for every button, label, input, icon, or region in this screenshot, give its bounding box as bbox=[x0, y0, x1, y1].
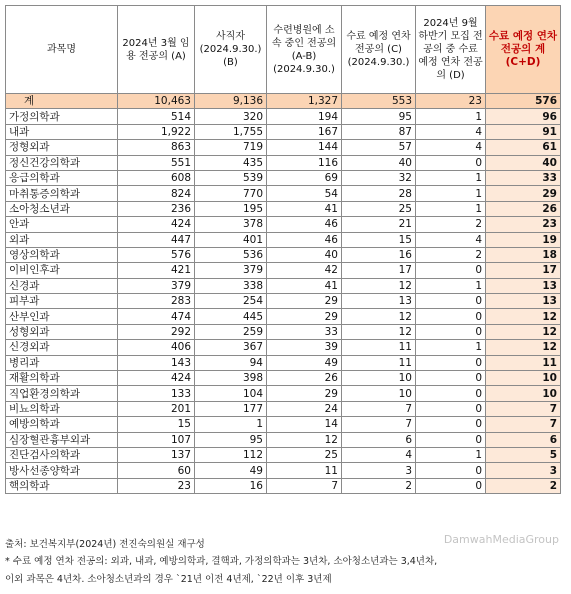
value-cell: 3 bbox=[342, 463, 416, 478]
footnote-line: * 수료 예정 연차 전공의: 외과, 내과, 예방의학과, 결핵과, 가정의학과는 3년차, 소아청소년과는 3,4년차, bbox=[5, 556, 438, 567]
subject-cell: 직업환경의학과 bbox=[6, 386, 118, 401]
value-cell: 0 bbox=[416, 263, 486, 278]
total-completion-cell: 61 bbox=[486, 140, 561, 155]
value-cell: 29 bbox=[267, 386, 342, 401]
value-cell: 14 bbox=[267, 417, 342, 432]
value-cell: 283 bbox=[118, 294, 195, 309]
value-cell: 95 bbox=[342, 109, 416, 124]
total-completion-cell: 10 bbox=[486, 371, 561, 386]
value-cell: 4 bbox=[416, 140, 486, 155]
value-cell: 15 bbox=[118, 417, 195, 432]
value-cell: 7 bbox=[342, 401, 416, 416]
value-cell: 1 bbox=[416, 170, 486, 185]
value-cell: 514 bbox=[118, 109, 195, 124]
value-cell: 46 bbox=[267, 232, 342, 247]
value-cell: 0 bbox=[416, 324, 486, 339]
value-cell: 39 bbox=[267, 340, 342, 355]
value-cell: 13 bbox=[342, 294, 416, 309]
value-cell: 536 bbox=[195, 247, 267, 262]
value-cell: 42 bbox=[267, 263, 342, 278]
table-row bbox=[6, 263, 561, 278]
subject-cell: 안과 bbox=[6, 217, 118, 232]
column-header: 2024년 3월 임용 전공의 (A) bbox=[118, 6, 195, 94]
value-cell: 201 bbox=[118, 401, 195, 416]
total-completion-cell: 2 bbox=[486, 478, 561, 493]
value-cell: 40 bbox=[342, 155, 416, 170]
table-row bbox=[6, 140, 561, 155]
value-cell: 1,755 bbox=[195, 124, 267, 139]
table-row bbox=[6, 247, 561, 262]
table-row bbox=[6, 309, 561, 324]
value-cell: 32 bbox=[342, 170, 416, 185]
value-cell: 11 bbox=[267, 463, 342, 478]
subject-cell: 응급의학과 bbox=[6, 170, 118, 185]
table-row bbox=[6, 217, 561, 232]
table-row bbox=[6, 417, 561, 432]
value-cell: 424 bbox=[118, 217, 195, 232]
subject-cell: 마취통증의학과 bbox=[6, 186, 118, 201]
value-cell: 0 bbox=[416, 294, 486, 309]
value-cell: 23 bbox=[118, 478, 195, 493]
value-cell: 143 bbox=[118, 355, 195, 370]
total-completion-cell: 33 bbox=[486, 170, 561, 185]
value-cell: 167 bbox=[267, 124, 342, 139]
subject-cell: 피부과 bbox=[6, 294, 118, 309]
value-cell: 49 bbox=[195, 463, 267, 478]
value-cell: 0 bbox=[416, 417, 486, 432]
value-cell: 23 bbox=[416, 94, 486, 109]
value-cell: 41 bbox=[267, 278, 342, 293]
value-cell: 254 bbox=[195, 294, 267, 309]
value-cell: 378 bbox=[195, 217, 267, 232]
value-cell: 4 bbox=[416, 232, 486, 247]
subject-cell: 방사선종양학과 bbox=[6, 463, 118, 478]
table-row bbox=[6, 478, 561, 493]
value-cell: 15 bbox=[342, 232, 416, 247]
subject-cell: 성형외과 bbox=[6, 324, 118, 339]
table-row bbox=[6, 386, 561, 401]
value-cell: 863 bbox=[118, 140, 195, 155]
value-cell: 0 bbox=[416, 155, 486, 170]
value-cell: 10 bbox=[342, 386, 416, 401]
subject-cell: 영상의학과 bbox=[6, 247, 118, 262]
value-cell: 379 bbox=[195, 263, 267, 278]
table-row bbox=[6, 232, 561, 247]
subject-cell: 핵의학과 bbox=[6, 478, 118, 493]
value-cell: 28 bbox=[342, 186, 416, 201]
value-cell: 11 bbox=[342, 340, 416, 355]
value-cell: 0 bbox=[416, 463, 486, 478]
subject-cell: 산부인과 bbox=[6, 309, 118, 324]
value-cell: 1 bbox=[416, 340, 486, 355]
value-cell: 26 bbox=[267, 371, 342, 386]
value-cell: 719 bbox=[195, 140, 267, 155]
total-completion-cell: 13 bbox=[486, 294, 561, 309]
value-cell: 1 bbox=[416, 201, 486, 216]
value-cell: 551 bbox=[118, 155, 195, 170]
value-cell: 16 bbox=[195, 478, 267, 493]
table-row bbox=[6, 324, 561, 339]
value-cell: 10,463 bbox=[118, 94, 195, 109]
value-cell: 87 bbox=[342, 124, 416, 139]
total-completion-cell: 23 bbox=[486, 217, 561, 232]
value-cell: 0 bbox=[416, 432, 486, 447]
total-completion-cell: 10 bbox=[486, 386, 561, 401]
value-cell: 0 bbox=[416, 371, 486, 386]
table-row bbox=[6, 124, 561, 139]
value-cell: 25 bbox=[342, 201, 416, 216]
value-cell: 144 bbox=[267, 140, 342, 155]
value-cell: 16 bbox=[342, 247, 416, 262]
value-cell: 2 bbox=[342, 478, 416, 493]
total-completion-cell: 19 bbox=[486, 232, 561, 247]
value-cell: 1 bbox=[416, 109, 486, 124]
total-completion-cell: 12 bbox=[486, 324, 561, 339]
watermark: DamwahMediaGroup bbox=[443, 533, 559, 546]
total-completion-cell: 29 bbox=[486, 186, 561, 201]
table-row bbox=[6, 109, 561, 124]
value-cell: 1 bbox=[416, 186, 486, 201]
value-cell: 94 bbox=[195, 355, 267, 370]
total-completion-cell: 17 bbox=[486, 263, 561, 278]
value-cell: 4 bbox=[416, 124, 486, 139]
value-cell: 576 bbox=[118, 247, 195, 262]
column-header: 수료 예정 연차 전공의 계 (C+D) bbox=[486, 6, 561, 94]
subject-cell: 재활의학과 bbox=[6, 371, 118, 386]
value-cell: 40 bbox=[267, 247, 342, 262]
value-cell: 112 bbox=[195, 447, 267, 462]
value-cell: 608 bbox=[118, 170, 195, 185]
value-cell: 57 bbox=[342, 140, 416, 155]
table-row bbox=[6, 186, 561, 201]
value-cell: 0 bbox=[416, 309, 486, 324]
value-cell: 292 bbox=[118, 324, 195, 339]
value-cell: 7 bbox=[342, 417, 416, 432]
table-row bbox=[6, 294, 561, 309]
value-cell: 1 bbox=[416, 447, 486, 462]
table-row bbox=[6, 170, 561, 185]
table-row bbox=[6, 155, 561, 170]
value-cell: 177 bbox=[195, 401, 267, 416]
column-header: 수련병원에 소속 중인 전공의 (A-B) (2024.9.30.) bbox=[267, 6, 342, 94]
value-cell: 17 bbox=[342, 263, 416, 278]
value-cell: 33 bbox=[267, 324, 342, 339]
total-completion-cell: 18 bbox=[486, 247, 561, 262]
value-cell: 0 bbox=[416, 478, 486, 493]
subject-cell: 진단검사의학과 bbox=[6, 447, 118, 462]
residents-table bbox=[5, 5, 561, 494]
total-completion-cell: 26 bbox=[486, 201, 561, 216]
value-cell: 770 bbox=[195, 186, 267, 201]
subject-cell: 소아청소년과 bbox=[6, 201, 118, 216]
value-cell: 1,922 bbox=[118, 124, 195, 139]
value-cell: 104 bbox=[195, 386, 267, 401]
value-cell: 320 bbox=[195, 109, 267, 124]
total-completion-cell: 40 bbox=[486, 155, 561, 170]
total-completion-cell: 5 bbox=[486, 447, 561, 462]
value-cell: 2 bbox=[416, 217, 486, 232]
total-completion-cell: 91 bbox=[486, 124, 561, 139]
total-completion-cell: 6 bbox=[486, 432, 561, 447]
subject-cell: 비뇨의학과 bbox=[6, 401, 118, 416]
value-cell: 401 bbox=[195, 232, 267, 247]
value-cell: 95 bbox=[195, 432, 267, 447]
value-cell: 11 bbox=[342, 355, 416, 370]
value-cell: 25 bbox=[267, 447, 342, 462]
subject-cell: 병리과 bbox=[6, 355, 118, 370]
total-completion-cell: 12 bbox=[486, 340, 561, 355]
value-cell: 539 bbox=[195, 170, 267, 185]
value-cell: 21 bbox=[342, 217, 416, 232]
value-cell: 236 bbox=[118, 201, 195, 216]
table-row bbox=[6, 401, 561, 416]
value-cell: 46 bbox=[267, 217, 342, 232]
value-cell: 194 bbox=[267, 109, 342, 124]
value-cell: 24 bbox=[267, 401, 342, 416]
value-cell: 12 bbox=[342, 278, 416, 293]
total-completion-cell: 3 bbox=[486, 463, 561, 478]
value-cell: 116 bbox=[267, 155, 342, 170]
table-row bbox=[6, 278, 561, 293]
footnote bbox=[5, 553, 565, 589]
value-cell: 60 bbox=[118, 463, 195, 478]
value-cell: 445 bbox=[195, 309, 267, 324]
total-completion-cell: 12 bbox=[486, 309, 561, 324]
total-completion-cell: 7 bbox=[486, 401, 561, 416]
value-cell: 421 bbox=[118, 263, 195, 278]
value-cell: 6 bbox=[342, 432, 416, 447]
source-note: 출처: 보건복지부(2024년) 전진숙의원실 재구성 bbox=[5, 539, 205, 550]
table-row bbox=[6, 340, 561, 355]
total-completion-cell: 13 bbox=[486, 278, 561, 293]
value-cell: 9,136 bbox=[195, 94, 267, 109]
value-cell: 137 bbox=[118, 447, 195, 462]
value-cell: 435 bbox=[195, 155, 267, 170]
column-header: 2024년 9월 하반기 모집 전공의 중 수료 예정 연차 전공의 (D) bbox=[416, 6, 486, 94]
subject-cell: 신경과 bbox=[6, 278, 118, 293]
value-cell: 398 bbox=[195, 371, 267, 386]
header-row bbox=[6, 6, 561, 94]
subject-cell: 내과 bbox=[6, 124, 118, 139]
table-row bbox=[6, 432, 561, 447]
column-header: 사직자 (2024.9.30.) (B) bbox=[195, 6, 267, 94]
value-cell: 69 bbox=[267, 170, 342, 185]
value-cell: 474 bbox=[118, 309, 195, 324]
value-cell: 447 bbox=[118, 232, 195, 247]
value-cell: 54 bbox=[267, 186, 342, 201]
value-cell: 133 bbox=[118, 386, 195, 401]
value-cell: 367 bbox=[195, 340, 267, 355]
value-cell: 49 bbox=[267, 355, 342, 370]
total-completion-cell: 96 bbox=[486, 109, 561, 124]
subject-cell: 계 bbox=[6, 94, 118, 109]
value-cell: 10 bbox=[342, 371, 416, 386]
value-cell: 29 bbox=[267, 294, 342, 309]
table-row bbox=[6, 355, 561, 370]
table-row bbox=[6, 463, 561, 478]
subject-cell: 이비인후과 bbox=[6, 263, 118, 278]
table-row bbox=[6, 371, 561, 386]
subject-cell: 정형외과 bbox=[6, 140, 118, 155]
value-cell: 2 bbox=[416, 247, 486, 262]
value-cell: 107 bbox=[118, 432, 195, 447]
value-cell: 41 bbox=[267, 201, 342, 216]
value-cell: 824 bbox=[118, 186, 195, 201]
value-cell: 0 bbox=[416, 355, 486, 370]
table-body bbox=[6, 94, 561, 494]
value-cell: 12 bbox=[267, 432, 342, 447]
total-completion-cell: 11 bbox=[486, 355, 561, 370]
subject-cell: 외과 bbox=[6, 232, 118, 247]
value-cell: 0 bbox=[416, 401, 486, 416]
value-cell: 406 bbox=[118, 340, 195, 355]
value-cell: 0 bbox=[416, 386, 486, 401]
subject-cell: 심장혈관흉부외과 bbox=[6, 432, 118, 447]
value-cell: 553 bbox=[342, 94, 416, 109]
subject-cell: 신경외과 bbox=[6, 340, 118, 355]
value-cell: 259 bbox=[195, 324, 267, 339]
value-cell: 7 bbox=[267, 478, 342, 493]
footnote-line: 이외 과목은 4년차. 소아청소년과의 경우 `21년 이전 4년제, `22년 이후 3년제 bbox=[5, 574, 332, 585]
value-cell: 29 bbox=[267, 309, 342, 324]
value-cell: 338 bbox=[195, 278, 267, 293]
column-header: 과목명 bbox=[6, 6, 118, 94]
value-cell: 1 bbox=[416, 278, 486, 293]
total-row bbox=[6, 94, 561, 109]
subject-cell: 예방의학과 bbox=[6, 417, 118, 432]
value-cell: 4 bbox=[342, 447, 416, 462]
subject-cell: 정신건강의학과 bbox=[6, 155, 118, 170]
total-completion-cell: 576 bbox=[486, 94, 561, 109]
value-cell: 379 bbox=[118, 278, 195, 293]
table-row bbox=[6, 201, 561, 216]
value-cell: 12 bbox=[342, 324, 416, 339]
column-header: 수료 예정 연차 전공의 (C) (2024.9.30.) bbox=[342, 6, 416, 94]
value-cell: 1 bbox=[195, 417, 267, 432]
total-completion-cell: 7 bbox=[486, 417, 561, 432]
value-cell: 424 bbox=[118, 371, 195, 386]
value-cell: 12 bbox=[342, 309, 416, 324]
value-cell: 1,327 bbox=[267, 94, 342, 109]
subject-cell: 가정의학과 bbox=[6, 109, 118, 124]
table-row bbox=[6, 447, 561, 462]
value-cell: 195 bbox=[195, 201, 267, 216]
